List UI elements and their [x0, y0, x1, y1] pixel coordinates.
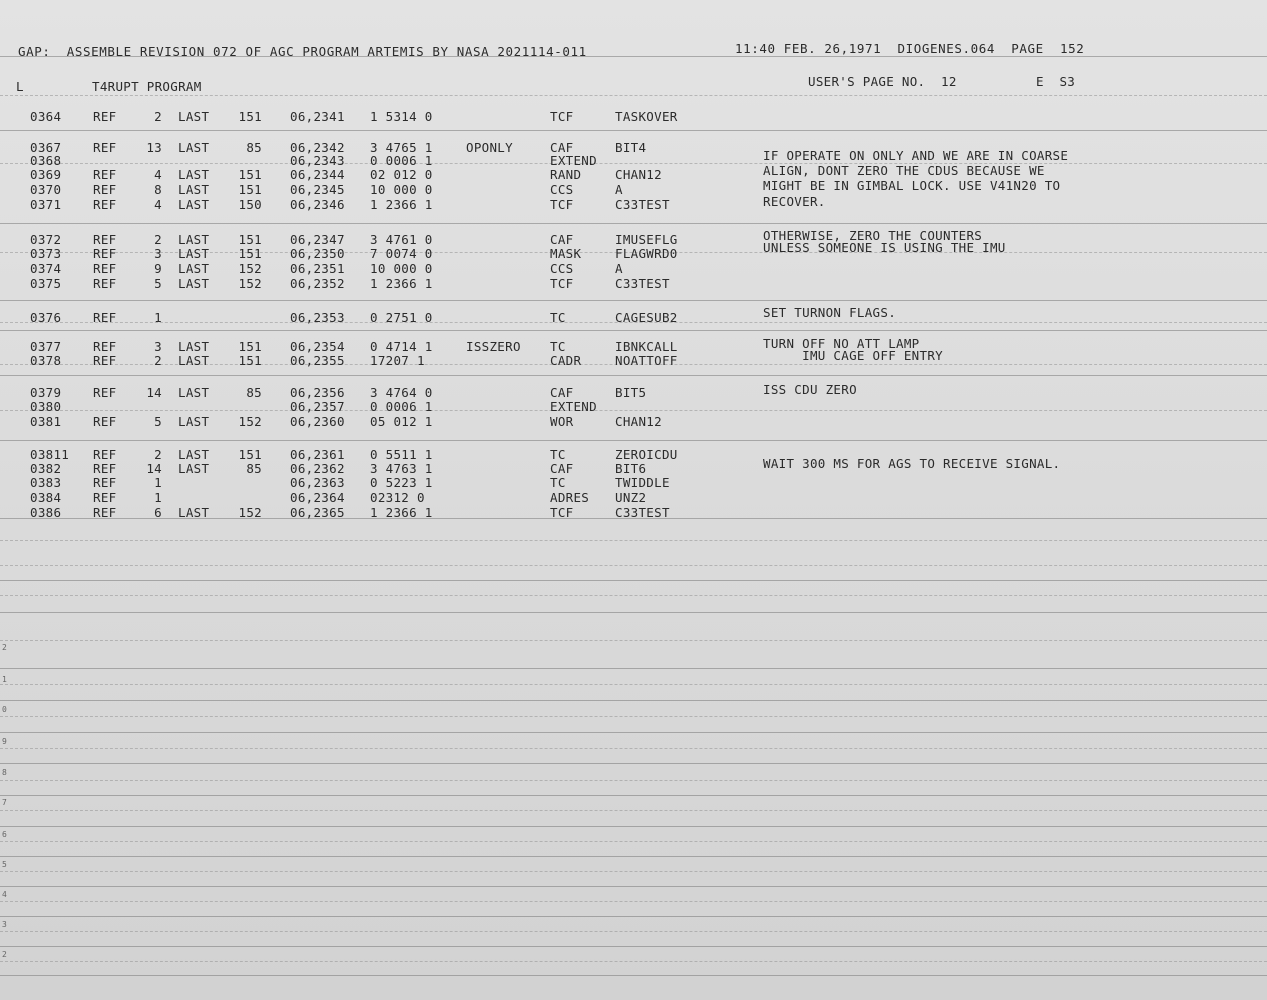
- row-operand: BIT6: [615, 461, 647, 476]
- rule-line: [0, 580, 1267, 581]
- row-octal-code: 10 000 0: [370, 182, 433, 197]
- row-opcode: CCS: [550, 182, 574, 197]
- row-last-page: 151: [238, 353, 262, 368]
- comment-line: ISS CDU ZERO: [763, 382, 857, 397]
- row-octal-code: 3 4765 1: [370, 140, 433, 155]
- row-operand: C33TEST: [615, 505, 670, 520]
- row-last-page: 85: [246, 461, 262, 476]
- margin-mark: 7: [2, 798, 7, 807]
- row-ref: REF: [93, 475, 117, 490]
- row-opcode: TCF: [550, 505, 574, 520]
- row-number: 0364: [30, 109, 62, 124]
- row-number: 0369: [30, 167, 62, 182]
- row-octal-code: 0 4714 1: [370, 339, 433, 354]
- row-ref-count: 3: [154, 246, 162, 261]
- row-opcode: CAF: [550, 385, 574, 400]
- comment-line: UNLESS SOMEONE IS USING THE IMU: [763, 240, 1006, 255]
- row-last: LAST: [178, 167, 210, 182]
- row-number: 0381: [30, 414, 62, 429]
- row-opcode: CAF: [550, 461, 574, 476]
- row-ref-count: 6: [154, 505, 162, 520]
- row-operand: CHAN12: [615, 167, 662, 182]
- row-ref: REF: [93, 182, 117, 197]
- row-address: 06,2361: [290, 447, 345, 462]
- row-operand: IMUSEFLG: [615, 232, 678, 247]
- row-ref: REF: [93, 505, 117, 520]
- row-ref-count: 5: [154, 414, 162, 429]
- dashed-rule-line: [0, 961, 1267, 962]
- rule-line: [0, 826, 1267, 827]
- program-name: T4RUPT PROGRAM: [92, 79, 202, 94]
- row-ref: REF: [93, 261, 117, 276]
- row-number: 0374: [30, 261, 62, 276]
- dashed-rule-line: [0, 95, 1267, 96]
- row-ref: REF: [93, 447, 117, 462]
- row-operand: TASKOVER: [615, 109, 678, 124]
- rule-line: [0, 375, 1267, 376]
- row-ref: REF: [93, 109, 117, 124]
- row-address: 06,2357: [290, 399, 345, 414]
- row-octal-code: 02312 0: [370, 490, 425, 505]
- row-opcode: TC: [550, 447, 566, 462]
- row-last: LAST: [178, 461, 210, 476]
- row-ref: REF: [93, 490, 117, 505]
- row-opcode: EXTEND: [550, 399, 597, 414]
- row-ref: REF: [93, 385, 117, 400]
- row-address: 06,2363: [290, 475, 345, 490]
- row-opcode: TC: [550, 475, 566, 490]
- row-number: 0367: [30, 140, 62, 155]
- margin-mark: 0: [2, 705, 7, 714]
- row-ref-count: 5: [154, 276, 162, 291]
- row-ref: REF: [93, 167, 117, 182]
- row-ref: REF: [93, 232, 117, 247]
- row-last: LAST: [178, 197, 210, 212]
- row-last-page: 151: [238, 232, 262, 247]
- row-ref-count: 1: [154, 475, 162, 490]
- row-octal-code: 1 2366 1: [370, 276, 433, 291]
- row-opcode: TC: [550, 310, 566, 325]
- comment-line: WAIT 300 MS FOR AGS TO RECEIVE SIGNAL.: [763, 456, 1061, 471]
- row-last-page: 152: [238, 261, 262, 276]
- row-number: 0375: [30, 276, 62, 291]
- row-last: LAST: [178, 505, 210, 520]
- row-last: LAST: [178, 447, 210, 462]
- row-opcode: RAND: [550, 167, 582, 182]
- row-number: 0379: [30, 385, 62, 400]
- row-address: 06,2365: [290, 505, 345, 520]
- row-last-page: 151: [238, 246, 262, 261]
- row-opcode: TCF: [550, 197, 574, 212]
- row-operand: CHAN12: [615, 414, 662, 429]
- row-number: 0376: [30, 310, 62, 325]
- row-ref-count: 14: [146, 461, 162, 476]
- row-address: 06,2350: [290, 246, 345, 261]
- rule-line: [0, 300, 1267, 301]
- row-address: 06,2353: [290, 310, 345, 325]
- row-label: OPONLY: [466, 140, 513, 155]
- row-ref-count: 1: [154, 490, 162, 505]
- row-last: LAST: [178, 353, 210, 368]
- row-number: 0383: [30, 475, 62, 490]
- margin-mark: 3: [2, 920, 7, 929]
- row-opcode: CADR: [550, 353, 582, 368]
- row-octal-code: 0 0006 1: [370, 153, 433, 168]
- row-last-page: 151: [238, 109, 262, 124]
- row-operand: ZEROICDU: [615, 447, 678, 462]
- row-address: 06,2347: [290, 232, 345, 247]
- row-ref: REF: [93, 310, 117, 325]
- row-ref: REF: [93, 197, 117, 212]
- row-last-page: 151: [238, 167, 262, 182]
- row-opcode: TC: [550, 339, 566, 354]
- margin-mark: 8: [2, 768, 7, 777]
- dashed-rule-line: [0, 595, 1267, 596]
- row-octal-code: 0 5223 1: [370, 475, 433, 490]
- row-last: LAST: [178, 414, 210, 429]
- row-last: LAST: [178, 339, 210, 354]
- rule-line: [0, 916, 1267, 917]
- margin-mark: 9: [2, 737, 7, 746]
- row-octal-code: 0 2751 0: [370, 310, 433, 325]
- row-last: LAST: [178, 385, 210, 400]
- row-ref-count: 3: [154, 339, 162, 354]
- row-opcode: MASK: [550, 246, 582, 261]
- row-number: 0380: [30, 399, 62, 414]
- row-octal-code: 10 000 0: [370, 261, 433, 276]
- rule-line: [0, 440, 1267, 441]
- row-label: ISSZERO: [466, 339, 521, 354]
- row-ref-count: 13: [146, 140, 162, 155]
- row-last-page: 151: [238, 182, 262, 197]
- row-address: 06,2364: [290, 490, 345, 505]
- row-opcode: CAF: [550, 232, 574, 247]
- rule-line: [0, 130, 1267, 131]
- row-ref: REF: [93, 246, 117, 261]
- row-operand: NOATTOFF: [615, 353, 678, 368]
- dashed-rule-line: [0, 841, 1267, 842]
- row-address: 06,2343: [290, 153, 345, 168]
- margin-mark: 6: [2, 830, 7, 839]
- row-number: 0373: [30, 246, 62, 261]
- row-number: 0382: [30, 461, 62, 476]
- header-timestamp: 11:40 FEB. 26,1971 DIOGENES.064 PAGE 152: [735, 41, 1085, 56]
- margin-mark: 4: [2, 890, 7, 899]
- row-number: 0386: [30, 505, 62, 520]
- margin-mark: 1: [2, 675, 7, 684]
- rule-line: [0, 612, 1267, 613]
- row-operand: BIT5: [615, 385, 647, 400]
- row-address: 06,2346: [290, 197, 345, 212]
- dashed-rule-line: [0, 748, 1267, 749]
- row-address: 06,2356: [290, 385, 345, 400]
- dashed-rule-line: [0, 640, 1267, 641]
- comment-line: IMU CAGE OFF ENTRY: [763, 348, 943, 363]
- rule-line: [0, 330, 1267, 331]
- row-address: 06,2344: [290, 167, 345, 182]
- dashed-rule-line: [0, 716, 1267, 717]
- row-last-page: 151: [238, 339, 262, 354]
- row-address: 06,2352: [290, 276, 345, 291]
- row-operand: BIT4: [615, 140, 647, 155]
- row-last: LAST: [178, 182, 210, 197]
- row-last: LAST: [178, 109, 210, 124]
- dashed-rule-line: [0, 410, 1267, 411]
- row-last: LAST: [178, 232, 210, 247]
- row-ref-count: 2: [154, 232, 162, 247]
- row-last: LAST: [178, 261, 210, 276]
- row-ref-count: 2: [154, 353, 162, 368]
- row-octal-code: 3 4761 0: [370, 232, 433, 247]
- row-address: 06,2360: [290, 414, 345, 429]
- rule-line: [0, 946, 1267, 947]
- row-octal-code: 17207 1: [370, 353, 425, 368]
- row-octal-code: 7 0074 0: [370, 246, 433, 261]
- row-opcode: WOR: [550, 414, 574, 429]
- row-ref-count: 14: [146, 385, 162, 400]
- row-operand: UNZ2: [615, 490, 647, 505]
- row-operand: C33TEST: [615, 197, 670, 212]
- row-last: LAST: [178, 276, 210, 291]
- comment-line: ALIGN, DONT ZERO THE CDUS BECAUSE WE: [763, 163, 1045, 178]
- row-ref: REF: [93, 353, 117, 368]
- row-address: 06,2362: [290, 461, 345, 476]
- margin-mark: 5: [2, 860, 7, 869]
- row-last-page: 152: [238, 276, 262, 291]
- row-address: 06,2354: [290, 339, 345, 354]
- row-octal-code: 3 4764 0: [370, 385, 433, 400]
- row-ref-count: 8: [154, 182, 162, 197]
- row-number: 0378: [30, 353, 62, 368]
- row-operand: CAGESUB2: [615, 310, 678, 325]
- rule-line: [0, 223, 1267, 224]
- row-octal-code: 0 0006 1: [370, 399, 433, 414]
- row-ref-count: 2: [154, 109, 162, 124]
- row-opcode: CCS: [550, 261, 574, 276]
- dashed-rule-line: [0, 871, 1267, 872]
- row-number: 0377: [30, 339, 62, 354]
- row-number: 0372: [30, 232, 62, 247]
- rule-line: [0, 795, 1267, 796]
- row-last-page: 85: [246, 385, 262, 400]
- row-operand: A: [615, 182, 623, 197]
- row-ref-count: 4: [154, 197, 162, 212]
- row-ref: REF: [93, 339, 117, 354]
- margin-mark: 2: [2, 950, 7, 959]
- header-title: GAP: ASSEMBLE REVISION 072 OF AGC PROGRAM ARTEMIS BY NASA 2021114-011: [18, 44, 587, 59]
- row-last-page: 151: [238, 447, 262, 462]
- row-ref: REF: [93, 276, 117, 291]
- row-operand: IBNKCALL: [615, 339, 678, 354]
- row-last-page: 85: [246, 140, 262, 155]
- rule-line: [0, 700, 1267, 701]
- row-number: 0370: [30, 182, 62, 197]
- page-suffix: E S3: [1036, 74, 1076, 89]
- dashed-rule-line: [0, 901, 1267, 902]
- row-opcode: ADRES: [550, 490, 590, 505]
- row-last: LAST: [178, 246, 210, 261]
- row-octal-code: 1 2366 1: [370, 505, 433, 520]
- comment-line: IF OPERATE ON ONLY AND WE ARE IN COARSE: [763, 148, 1069, 163]
- row-octal-code: 0 5511 1: [370, 447, 433, 462]
- row-ref: REF: [93, 461, 117, 476]
- row-number: 03811: [30, 447, 70, 462]
- dashed-rule-line: [0, 810, 1267, 811]
- row-octal-code: 02 012 0: [370, 167, 433, 182]
- dashed-rule-line: [0, 540, 1267, 541]
- row-octal-code: 1 5314 0: [370, 109, 433, 124]
- row-address: 06,2355: [290, 353, 345, 368]
- row-ref-count: 2: [154, 447, 162, 462]
- rule-line: [0, 668, 1267, 669]
- row-address: 06,2351: [290, 261, 345, 276]
- listing-marker: L: [16, 79, 24, 94]
- row-last-page: 152: [238, 505, 262, 520]
- row-address: 06,2342: [290, 140, 345, 155]
- row-ref-count: 1: [154, 310, 162, 325]
- dashed-rule-line: [0, 684, 1267, 685]
- dashed-rule-line: [0, 565, 1267, 566]
- comment-line: SET TURNON FLAGS.: [763, 305, 897, 320]
- dashed-rule-line: [0, 163, 1267, 164]
- row-ref-count: 4: [154, 167, 162, 182]
- dashed-rule-line: [0, 780, 1267, 781]
- row-operand: FLAGWRD0: [615, 246, 678, 261]
- row-address: 06,2345: [290, 182, 345, 197]
- row-address: 06,2341: [290, 109, 345, 124]
- row-octal-code: 3 4763 1: [370, 461, 433, 476]
- rule-line: [0, 732, 1267, 733]
- row-number: 0384: [30, 490, 62, 505]
- row-opcode: CAF: [550, 140, 574, 155]
- comment-line: OTHERWISE, ZERO THE COUNTERS: [763, 228, 983, 243]
- row-octal-code: 1 2366 1: [370, 197, 433, 212]
- row-last-page: 152: [238, 414, 262, 429]
- rule-line: [0, 763, 1267, 764]
- row-operand: A: [615, 261, 623, 276]
- rule-line: [0, 886, 1267, 887]
- dashed-rule-line: [0, 931, 1267, 932]
- comment-line: MIGHT BE IN GIMBAL LOCK. USE V41N20 TO: [763, 178, 1061, 193]
- margin-mark: 2: [2, 643, 7, 652]
- row-opcode: TCF: [550, 276, 574, 291]
- row-octal-code: 05 012 1: [370, 414, 433, 429]
- users-page-number: USER'S PAGE NO. 12: [808, 74, 957, 89]
- row-opcode: EXTEND: [550, 153, 597, 168]
- row-operand: C33TEST: [615, 276, 670, 291]
- rule-line: [0, 975, 1267, 976]
- row-ref-count: 9: [154, 261, 162, 276]
- row-opcode: TCF: [550, 109, 574, 124]
- row-operand: TWIDDLE: [615, 475, 670, 490]
- row-number: 0368: [30, 153, 62, 168]
- row-last-page: 150: [238, 197, 262, 212]
- row-number: 0371: [30, 197, 62, 212]
- row-last: LAST: [178, 140, 210, 155]
- comment-line: RECOVER.: [763, 194, 826, 209]
- rule-line: [0, 856, 1267, 857]
- comment-line: TURN OFF NO ATT LAMP: [763, 336, 920, 351]
- row-ref: REF: [93, 140, 117, 155]
- row-ref: REF: [93, 414, 117, 429]
